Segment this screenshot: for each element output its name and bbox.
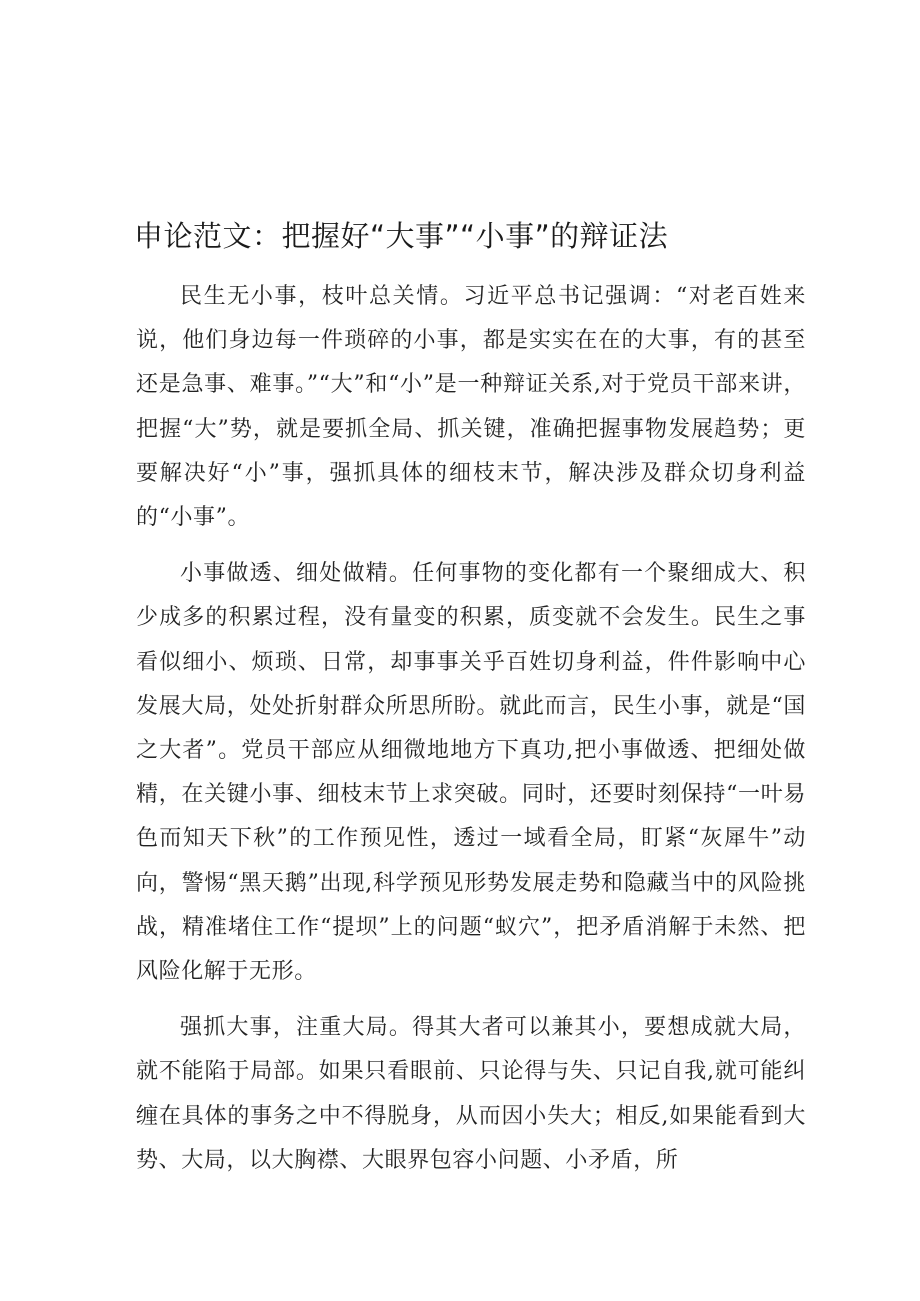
paragraph-3: 强抓大事，注重大局。得其大者可以兼其小，要想成就大局，就不能陷于局部。如果只看眼前、只论得与失、只记自我,就可能纠缠在具体的事务之中不得脱身，从而因小失大；相反,如果能看到大势、大局，以大胸襟、大眼界包容小问题、小矛盾，所 (136, 1015, 806, 1173)
paragraph-1: 民生无小事，枝叶总关情。习近平总书记强调：“对老百姓来说，他们身边每一件琐碎的小事，都是实实在在的大事，有的甚至还是急事、难事。”“大”和“小”是一种辩证关系,对于党员干部来讲，把握“大”势，就是要抓全局、抓关键，准确把握事物发展趋势；更要解决好“小”事，强抓具体的细枝末节，解决涉及群众切身利益的“小事”。 (136, 284, 806, 531)
document-title: 申论范文：把握好“大事”“小事”的辩证法 (134, 219, 669, 253)
document-body (136, 275, 806, 1195)
paragraph-2: 小事做透、细处做精。任何事物的变化都有一个聚细成大、积少成多的积累过程，没有量变的积累，质变就不会发生。民生之事看似细小、烦琐、日常，却事事关乎百姓切身利益，件件影响中心发展大局，处处折射群众所思所盼。就此而言，民生小事，就是“国之大者”。党员干部应从细微地地方下真功,把小事做透、把细处做精，在关键小事、细枝末节上求突破。同时，还要时刻保持“一叶易色而知天下秋”的工作预见性，透过一域看全局，盯紧“灰犀牛”动向，警惕“黑天鹅”出现,科学预见形势发展走势和隐藏当中的风险挑战，精准堵住工作“提坝”上的问题“蚁穴”，把矛盾消解于未然、把风险化解于无形。 (136, 561, 806, 985)
